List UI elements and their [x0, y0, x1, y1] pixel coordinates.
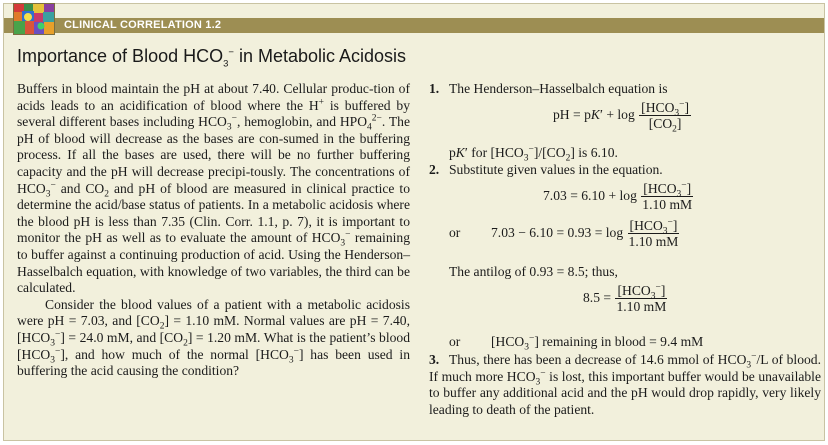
clinical-correlation-box	[3, 3, 825, 441]
clinical-mosaic-icon	[13, 3, 55, 35]
banner-label: CLINICAL CORRELATION 1.2	[64, 19, 222, 31]
mosaic-graphic	[14, 4, 54, 34]
result-remaining-hco3: $[HCO_3^-]$ remaining in blood = 9.4 mM	[491, 333, 704, 353]
step-2: 2. Substitute given values in the equation.	[429, 162, 663, 177]
page-title: Importance of Blood $HCO_3^-$ in Metabolic Acidosis	[17, 46, 407, 70]
left-column	[17, 81, 410, 380]
step-1: 1. The Henderson–Hasselbalch equation is	[429, 81, 668, 96]
equation-rearranged-or: or	[449, 225, 461, 240]
equation-rearranged: 7.03 − 6.10 = 0.93 = log $\frac{[HCO_3^-]}{1.10 mM}$	[491, 217, 679, 249]
pk-value: pK′ for $[HCO_3^-]/[CO_2]$ is 6.10.	[449, 144, 618, 164]
paragraph-patient-case: Consider the blood values of a patient with a metabolic acidosis were pH = 7.03, and $[CO_2] = 1.10$ mM. Normal values are pH = 7.40, $[HCO_3^-] = 24.0$ mM, and $[CO_2] = 1.20$ mM. What is the patient’s blood $[HCO_3^-]$, and how much of the normal $[HCO_3^-]$ has been used in buffering the acid causing the condition?	[17, 296, 410, 379]
step-3: 3. Thus, there has been a decrease of 14.6 mmol of $HCO_3^-/L$ of blood. If much more $HCO_3^-$ is lost, this important buffer would be unavailable to buffer any additional acid and the pH would drop rapidly, very likely leading to death of the patient.	[429, 351, 821, 417]
result-or: or	[449, 334, 461, 349]
paragraph-buffers: Buffers in blood maintain the pH at about 7.40. Cellular produc-tion of acids leads to an acidification of blood where the H+ is buffered by several different bases including $HCO_3^-$, hemoglobin, and $HPO_4^{2-}$. The pH of blood will decrease as the bases are con-sumed in the buffering process. If all the bases are used, there will be no further buffering capacity and the pH will decrease precipi-tously. The concentrations of $HCO_3^-$ and $CO_2$ and pH of blood are measured in clinical practice to determine the acid/base status of patients. In a metabolic acidosis where the blood pH is less than 7.35 (Clin. Corr. 1.1, p. 7), it is important to monitor the pH as well as to evaluate the amount of $HCO_3^-$ remaining to buffer against a continuing production of acid. Using the Henderson–Hasselbalch equation, with knowledge of two variables, the third can be calculated.	[17, 81, 410, 296]
header-ribbon	[4, 18, 824, 33]
equation-antilog: 8.5 = $\frac{[HCO_3^-]}{1.10 mM}$	[583, 282, 667, 314]
equation-substituted: 7.03 = 6.10 + log $\frac{[HCO_3^-]}{1.10 mM}$	[543, 180, 693, 212]
antilog-line: The antilog of 0.93 = 8.5; thus,	[449, 264, 618, 279]
equation-henderson-hasselbalch: pH = pK′ + log $\frac{[HCO_3^-]}{[CO_2]}$	[553, 99, 690, 135]
